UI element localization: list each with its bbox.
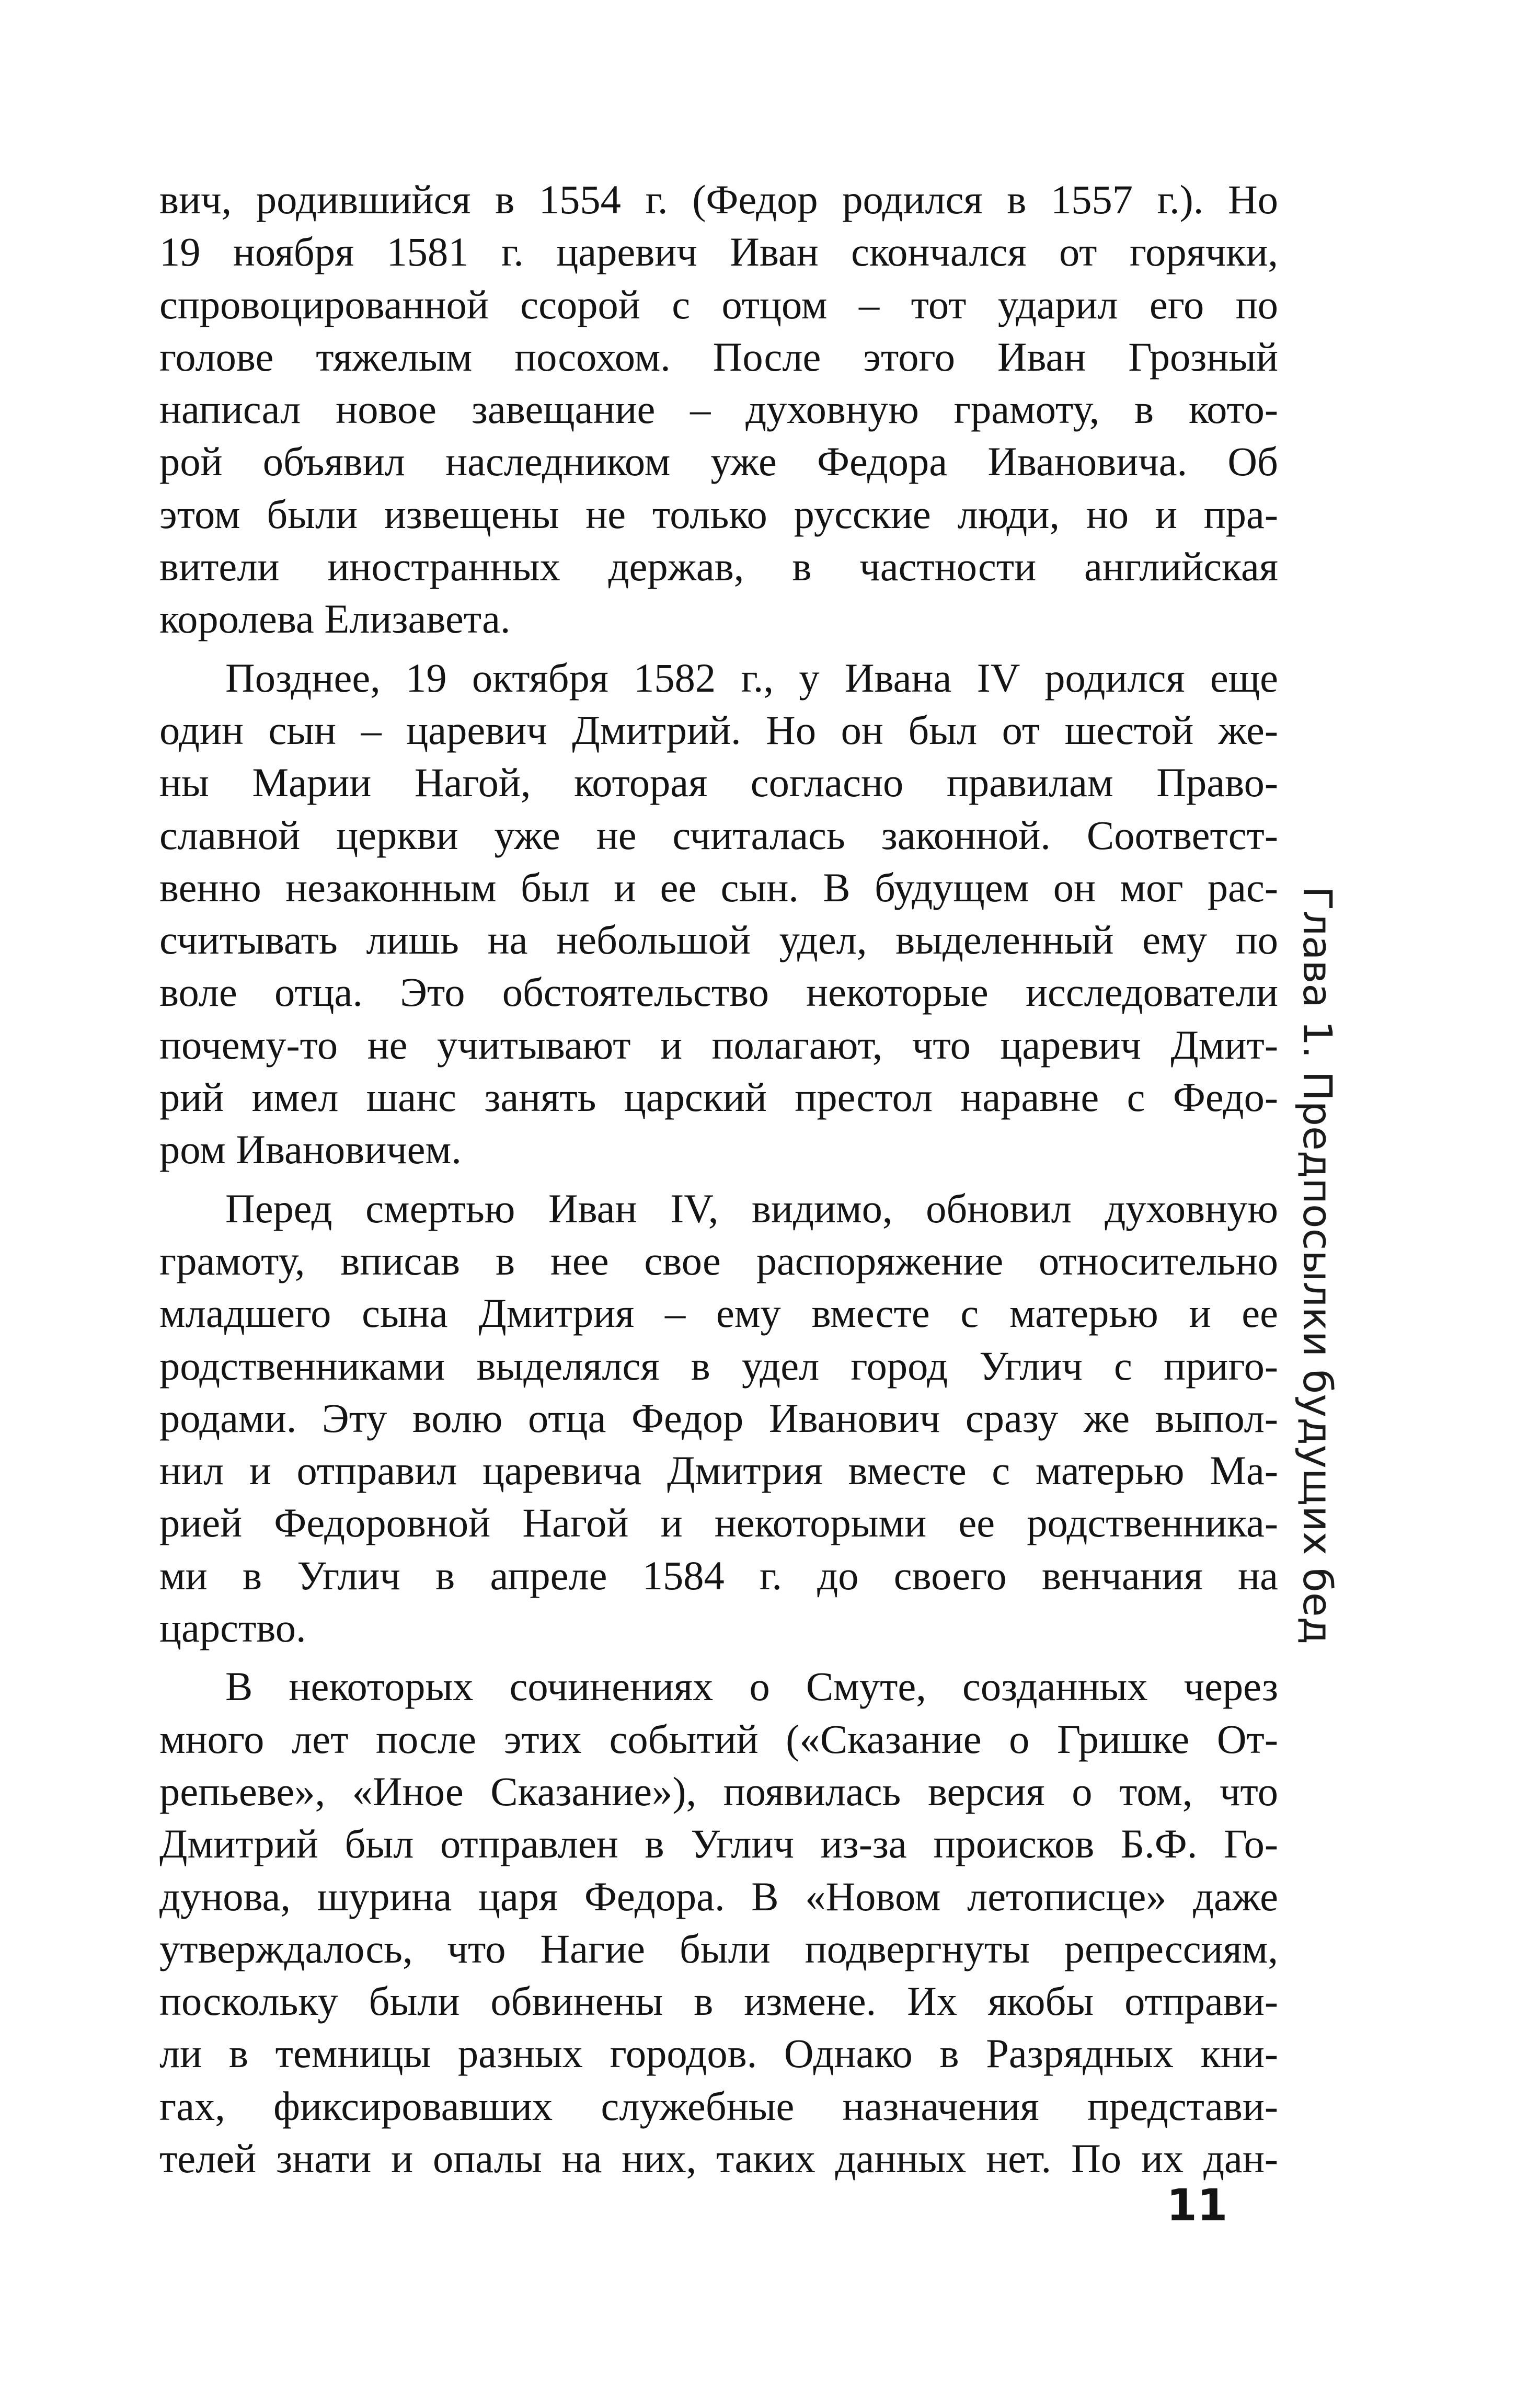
text-line: ли в темницы разных городов. Однако в Разрядных кни- [159,2031,1278,2077]
text-line: царство. [159,1605,306,1651]
text-line: поскольку были обвинены в измене. Их якобы отправи- [159,1978,1278,2024]
text-line: гах, фиксировавших служебные назначения представи- [159,2083,1278,2129]
text-line: телей знати и опалы на них, таких данных нет. По их дан- [159,2135,1278,2181]
text-line: почему-то не учитывают и полагают, что царевич Дмит- [159,1022,1278,1068]
text-line: славной церкви уже не считалась законной. Соответст- [159,812,1278,858]
paragraph [159,1660,1278,2185]
text-line: этом были извещены не только русские люди, но и пра- [159,491,1278,537]
text-line: репьеве», «Иное Сказание»), появилась версия о том, что [159,1768,1278,1814]
text-line: королева Елизавета. [159,596,511,642]
text-line: В некоторых сочинениях о Смуте, созданных через [225,1664,1278,1710]
text-line: нил и отправил царевича Дмитрия вместе с матерью Ма- [159,1448,1278,1494]
text-line: венно незаконным был и ее сын. В будущем он мог рас- [159,864,1278,910]
body-text [159,174,1278,2185]
text-line: дунова, шурина царя Федора. В «Новом летописце» даже [159,1873,1278,1919]
text-line: Дмитрий был отправлен в Углич из-за происков Б.Ф. Го- [159,1821,1278,1867]
text-line: рий имел шанс занять царский престол наравне с Федо- [159,1074,1278,1120]
paragraph [159,174,1278,646]
text-line: ны Марии Нагой, которая согласно правилам Право- [159,760,1278,806]
text-line: спровоцированной ссорой с отцом – тот ударил его по [159,281,1278,327]
text-line: считывать лишь на небольшой удел, выделенный ему по [159,917,1278,963]
paragraph-spacing [159,1176,1278,1183]
text-line: вич, родившийся в 1554 г. (Федор родился в 1557 г.). Но [159,177,1278,222]
text-line: утверждалось, что Нагие были подвергнуты репрессиям, [159,1925,1278,1971]
text-line: рией Федоровной Нагой и некоторыми ее родственника- [159,1500,1278,1546]
paragraph-spacing [159,1654,1278,1660]
text-line: Позднее, 19 октября 1582 г., у Ивана IV родился еще [225,655,1278,701]
text-line: много лет после этих событий («Сказание о Гришке От- [159,1716,1278,1762]
text-line: рой объявил наследником уже Федора Ивановича. Об [159,439,1278,485]
text-line: один сын – царевич Дмитрий. Но он был от шестой же- [159,707,1278,753]
paragraph [159,1183,1278,1655]
text-line: ром Ивановичем. [159,1127,462,1173]
text-line: грамоту, вписав в нее свое распоряжение относительно [159,1237,1278,1283]
paragraph-spacing [159,646,1278,652]
text-line: ми в Углич в апреле 1584 г. до своего венчания на [159,1552,1278,1598]
text-line: написал новое завещание – духовную грамоту, в кото- [159,386,1278,432]
text-line: вители иностранных держав, в частности английская [159,544,1278,590]
text-line: Перед смертью Иван IV, видимо, обновил духовную [225,1185,1278,1231]
text-line: младшего сына Дмитрия – ему вместе с матерью и ее [159,1290,1278,1336]
page-number: 11 [1166,2180,1228,2231]
text-line: родственниками выделялся в удел город Углич с приго- [159,1343,1278,1389]
chapter-title: Глава 1. Предпосылки будущих бед [1294,886,1341,1645]
text-line: голове тяжелым посохом. После этого Иван Грозный [159,334,1278,380]
paragraph [159,652,1278,1176]
text-line: воле отца. Это обстоятельство некоторые исследователи [159,969,1278,1015]
text-line: 19 ноября 1581 г. царевич Иван скончался от горячки, [159,229,1278,275]
text-line: родами. Эту волю отца Федор Иванович сразу же выпол- [159,1395,1278,1441]
